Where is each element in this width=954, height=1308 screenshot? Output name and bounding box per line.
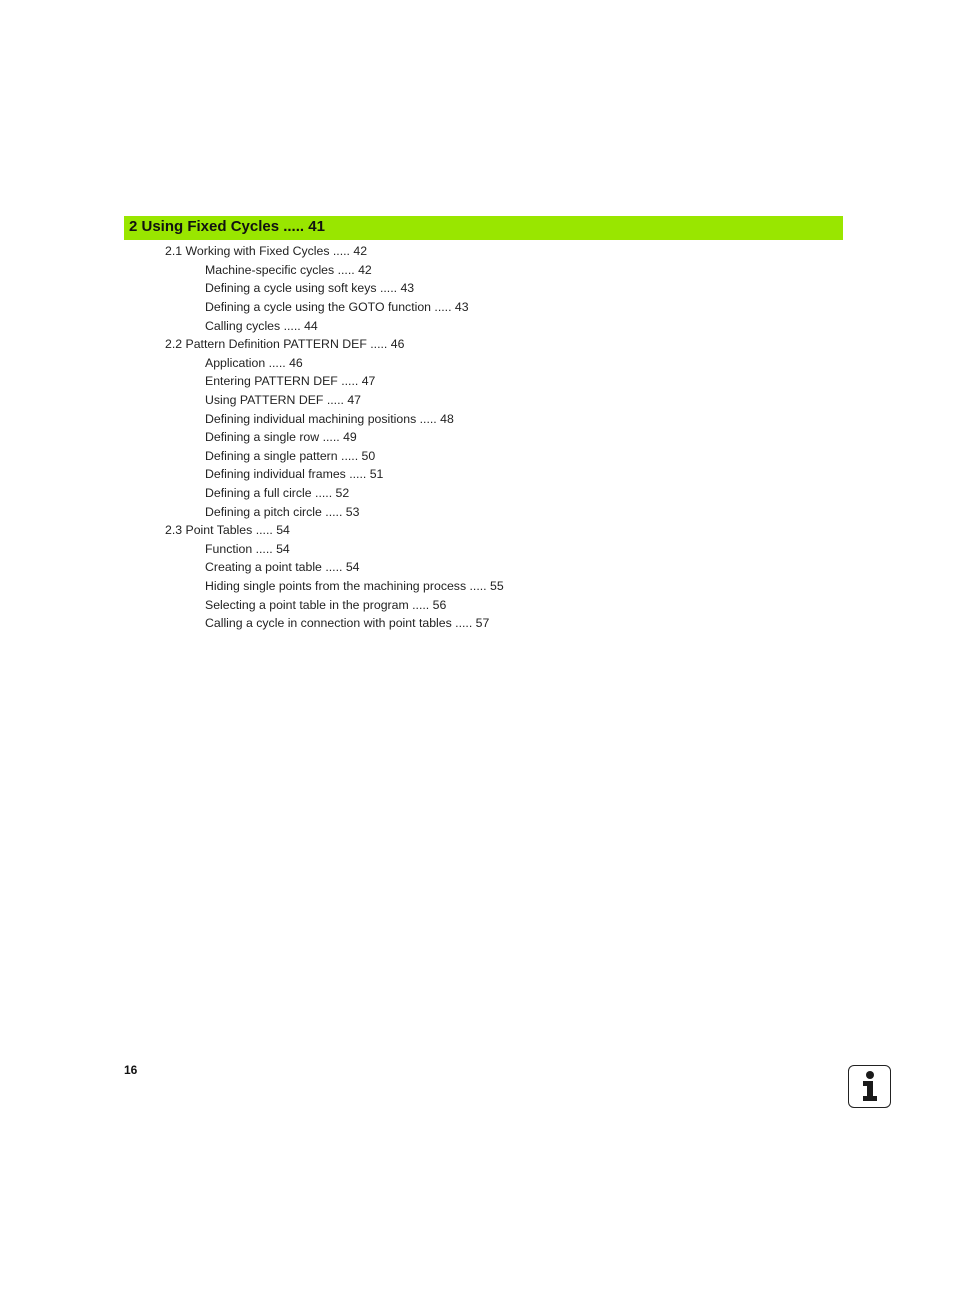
toc-subsection-entry[interactable]: Defining individual frames ..... 51 xyxy=(205,467,384,481)
toc-subsection-entry[interactable]: Defining a single row ..... 49 xyxy=(205,430,357,444)
toc-section-entry[interactable]: 2.1 Working with Fixed Cycles ..... 42 xyxy=(165,244,368,258)
toc-subsection-entry[interactable]: Function ..... 54 xyxy=(205,542,290,556)
toc-subsection-entry[interactable]: Creating a point table ..... 54 xyxy=(205,560,360,574)
chapter-heading-bar xyxy=(124,216,843,240)
toc-subsection-entry[interactable]: Calling cycles ..... 44 xyxy=(205,319,318,333)
info-icon xyxy=(849,1066,889,1106)
toc-subsection-entry[interactable]: Application ..... 46 xyxy=(205,356,303,370)
toc-subsection-entry[interactable]: Defining individual machining positions ..... 48 xyxy=(205,412,454,426)
toc-subsection-entry[interactable]: Selecting a point table in the program ..... 56 xyxy=(205,598,447,612)
toc-subsection-entry[interactable]: Defining a cycle using soft keys ..... 43 xyxy=(205,281,415,295)
info-badge xyxy=(848,1065,891,1108)
toc-section-entry[interactable]: 2.3 Point Tables ..... 54 xyxy=(165,523,290,537)
chapter-title: 2 Using Fixed Cycles ..... 41 xyxy=(129,218,325,235)
toc-subsection-entry[interactable]: Defining a pitch circle ..... 53 xyxy=(205,505,360,519)
toc-subsection-entry[interactable]: Defining a full circle ..... 52 xyxy=(205,486,350,500)
toc-section-entry[interactable]: 2.2 Pattern Definition PATTERN DEF ..... 46 xyxy=(165,337,405,351)
toc-subsection-entry[interactable]: Hiding single points from the machining process ..... 55 xyxy=(205,579,504,593)
toc-subsection-entry[interactable]: Defining a cycle using the GOTO function ..... 43 xyxy=(205,300,469,314)
toc-subsection-entry[interactable]: Entering PATTERN DEF ..... 47 xyxy=(205,374,376,388)
toc-subsection-entry[interactable]: Defining a single pattern ..... 50 xyxy=(205,449,376,463)
toc-subsection-entry[interactable]: Using PATTERN DEF ..... 47 xyxy=(205,393,362,407)
toc-subsection-entry[interactable]: Machine-specific cycles ..... 42 xyxy=(205,263,372,277)
toc-subsection-entry[interactable]: Calling a cycle in connection with point tables ..... 57 xyxy=(205,616,490,630)
page-number: 16 xyxy=(124,1063,138,1077)
